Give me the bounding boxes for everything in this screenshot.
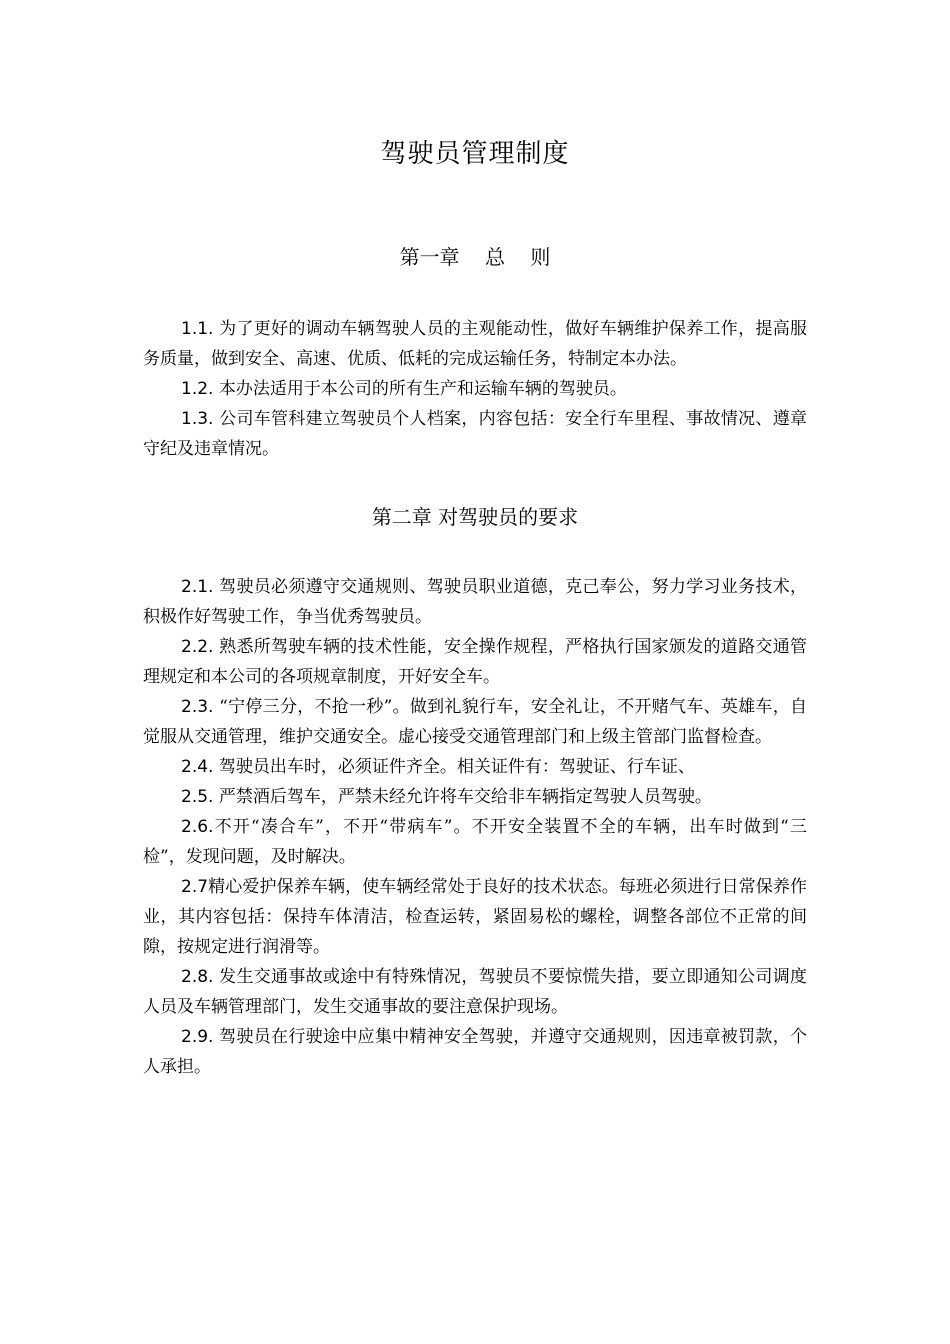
clause-number: 1.1.: [181, 319, 214, 339]
clause-text: 熟悉所驾驶车辆的技术性能，安全操作规程，严格执行国家颁发的道路交通管理规定和本公司的各项规章制度，开好安全车。: [143, 637, 807, 687]
clause-number: 2.5.: [181, 787, 214, 807]
clause-2-3: [143, 692, 807, 752]
clause-text: “宁停三分，不抢一秒”。做到礼貌行车，安全礼让，不开赌气车、英雄车，自觉服从交通管理，维护交通安全。虚心接受交通管理部门和上级主管部门监督检查。: [143, 697, 807, 747]
clause-number: 2.8.: [181, 967, 214, 987]
clause-2-8: [143, 962, 807, 1022]
clause-number: 2.2.: [181, 637, 214, 657]
clause-2-6: [143, 812, 807, 872]
clause-1-3: [143, 404, 807, 464]
clause-text: 本办法适用于本公司的所有生产和运输车辆的驾驶员。: [218, 379, 627, 399]
clause-2-4: [143, 752, 807, 782]
clause-number: 2.3.: [181, 697, 214, 717]
clause-number: 2.7: [181, 877, 209, 897]
clause-number: 2.4.: [181, 757, 214, 777]
clause-number: 2.6.: [181, 817, 214, 837]
clause-number: 2.1.: [181, 577, 214, 597]
clause-2-1: [143, 572, 807, 632]
clause-2-7: [143, 872, 807, 962]
clause-text: 驾驶员出车时，必须证件齐全。相关证件有：驾驶证、行车证、: [218, 757, 695, 777]
document-title: 驾驶员管理制度: [380, 139, 570, 169]
chapter-2-heading: 第二章 对驾驶员的要求: [371, 505, 579, 529]
clause-text: 驾驶员必须遵守交通规则、驾驶员职业道德，克己奉公，努力学习业务技术，积极作好驾驶工作，争当优秀驾驶员。: [143, 577, 807, 627]
chapter-2-body: [143, 572, 807, 1082]
clause-2-2: [143, 632, 807, 692]
clause-number: 1.2.: [181, 379, 214, 399]
clause-text: 为了更好的调动车辆驾驶人员的主观能动性，做好车辆维护保养工作，提高服务质量，做到安全、高速、优质、低耗的完成运输任务，特制定本办法。: [143, 319, 807, 369]
clause-text: 驾驶员在行驶途中应集中精神安全驾驶，并遵守交通规则，因违章被罚款，个人承担。: [143, 1027, 807, 1077]
clause-1-1: [143, 314, 807, 374]
clause-number: 2.9.: [181, 1027, 214, 1047]
chapter-1-body: [143, 314, 807, 464]
clause-text: 精心爱护保养车辆，使车辆经常处于良好的技术状态。每班必须进行日常保养作业，其内容包括：保持车体清洁，检查运转，紧固易松的螺栓，调整各部位不正常的间隙，按规定进行润滑等。: [143, 877, 807, 957]
clause-1-2: [143, 374, 807, 404]
clause-text: 公司车管科建立驾驶员个人档案，内容包括：安全行车里程、事故情况、遵章守纪及违章情况。: [143, 409, 807, 459]
clause-number: 1.3.: [181, 409, 214, 429]
clause-text: 不开“凑合车”，不开“带病车”。不开安全装置不全的车辆，出车时做到“三检”，发现问题，及时解决。: [143, 817, 807, 867]
clause-text: 发生交通事故或途中有特殊情况，驾驶员不要惊慌失措，要立即通知公司调度人员及车辆管理部门，发生交通事故的要注意保护现场。: [143, 967, 807, 1017]
chapter-1-heading: 第一章 总 则: [399, 245, 551, 269]
clause-2-9: [143, 1022, 807, 1082]
clause-2-5: [143, 782, 807, 812]
clause-text: 严禁酒后驾车，严禁未经允许将车交给非车辆指定驾驶人员驾驶。: [218, 787, 712, 807]
